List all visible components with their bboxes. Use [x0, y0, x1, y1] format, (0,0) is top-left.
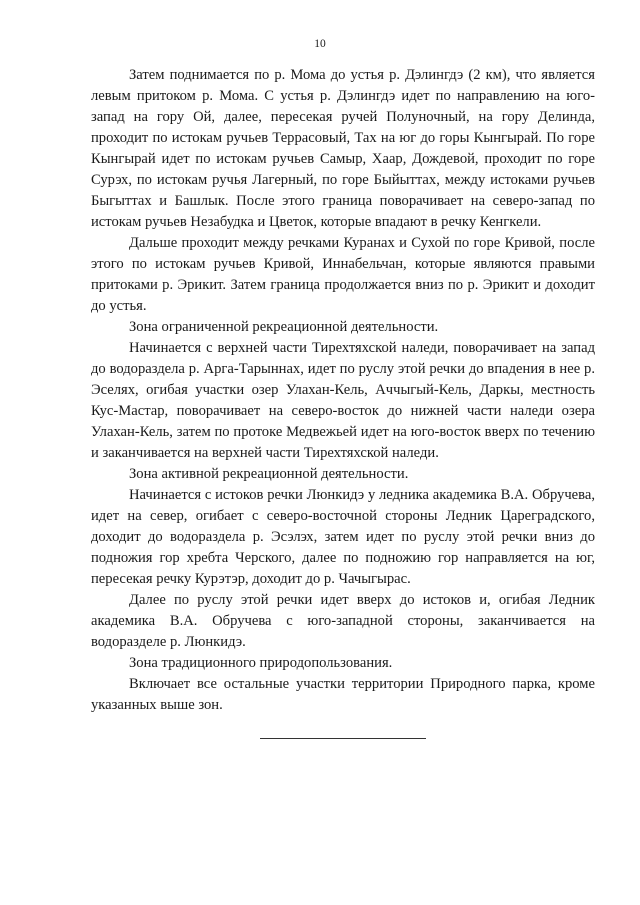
paragraph-boundary-description: Затем поднимается по р. Мома до устья р. Дэлингдэ (2 км), что является левым притоком р. Мома. С устья р. Дэлингдэ идет по направлению на юго-запад на гору Ой, далее, пересекая ручей Полуночный, на гору Делинда, проходит по истокам ручьев Террасовый, Тах на юг до горы Кынгырай. По горе Кынгырай идет по истокам ручьев Самыр, Хаар, Дождевой, проходит по горе Сурэх, по истокам ручья Лагерный, по горе Быйыттах, между истоками ручьев Быгыттах и Башлык. После этого граница поворачивает на северо-запад по истокам ручьев Незабудка и Цветок, которые впадают в речку Кенгкели.	[91, 67, 595, 230]
paragraph-traditional-use-zone: Включает все остальные участки территории Природного парка, кроме указанных выше зон.	[91, 676, 595, 713]
page-number: 10	[314, 38, 326, 50]
zone-heading-limited-recreation: Зона ограниченной рекреационной деятельности.	[129, 319, 439, 335]
paragraph-active-recreation-continuation: Далее по руслу этой речки идет вверх до истоков и, огибая Ледник академика В.А. Обручева с юго-западной стороны, заканчивается на водоразделе р. Люнкидэ.	[91, 592, 595, 650]
end-separator-line	[260, 738, 426, 739]
zone-heading-active-recreation: Зона активной рекреационной деятельности.	[129, 466, 409, 482]
body-text	[91, 65, 595, 716]
paragraph-boundary-continuation: Дальше проходит между речками Куранах и Сухой по горе Кривой, после этого по истокам ручьев Кривой, Иннабельчан, которые являются правыми притоками р. Эрикит. Затем граница продолжается вниз по р. Эрикит и доходит до устья.	[91, 235, 595, 314]
zone-heading-traditional-use: Зона традиционного природопользования.	[129, 655, 393, 671]
paragraph-active-recreation-zone: Начинается с истоков речки Люнкидэ у ледника академика В.А. Обручева, идет на север, огибает с северо-восточной стороны Ледник Цареградского, доходит до водораздела р. Эсэлэх, затем идет по руслу этой речки вниз до подножия гор хребта Черского, далее по подножию гор направляется на юг, пересекая речку Курэтэр, доходит до р. Чачыгырас.	[91, 487, 595, 587]
paragraph-limited-recreation-zone: Начинается с верхней части Тирехтяхской наледи, поворачивает на запад до водораздела р. Арга-Тарыннах, идет по руслу этой речки до впадения в нее р. Эселях, огибая участки озер Улахан-Кель, Аччыгый-Кель, Даркы, местность Кус-Мастар, поворачивает на северо-восток до нижней части наледи озера Улахан-Кель, затем по протоке Медвежьей идет на юго-восток вверх по течению и заканчивается на верхней части Тирехтяхской наледи.	[91, 340, 595, 461]
